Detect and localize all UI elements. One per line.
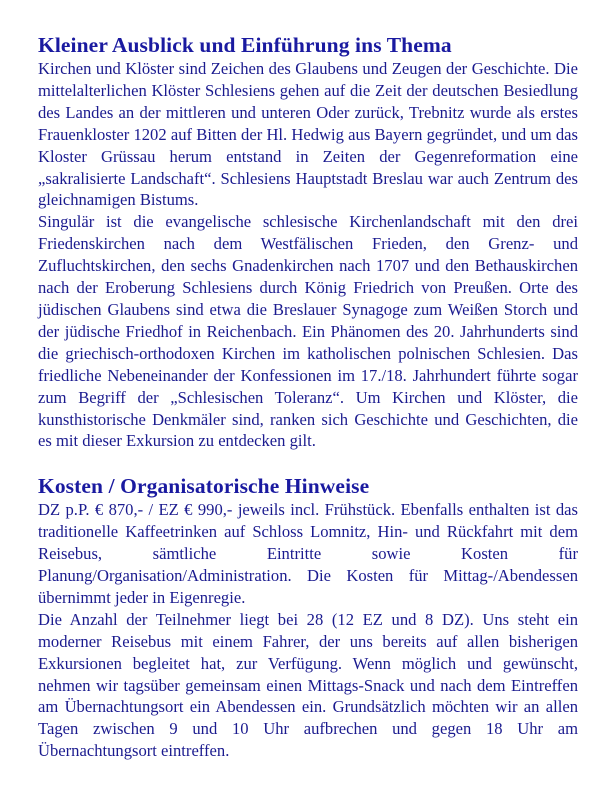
intro-paragraph-2: Singulär ist die evangelische schlesische Kirchenlandschaft mit den drei Friedenskirchen nach dem Westfälischen Frieden, den Grenz- und Zufluchtskirchen, den sechs Gnadenkirchen nach 1707 und den Bethauskirchen nach der Eroberung Schlesiens durch König Friedrich von Preußen. Orte des jüdischen Glaubens sind etwa die Breslauer Synagoge zum Weißen Storch und der jüdische Friedhof in Reichenbach. Ein Phänomen des 20. Jahrhunderts sind die griechisch-orthodoxen Kirchen im katholischen polnischen Schlesien. Das friedliche Nebeneinander der Konfessionen im 17./18. Jahrhundert führte sogar zum Begriff der „Schlesischen Toleranz“. Um Kirchen und Klöster, die kunsthistorische Denkmäler sind, ranken sich Geschichte und Geschichten, die es mit dieser Exkursion zu entdecken gilt. bbox=[38, 212, 578, 451]
intro-paragraph-1: Kirchen und Klöster sind Zeichen des Glaubens und Zeugen der Geschichte. Die mittelalterlichen Klöster Schlesiens gehen auf die Zeit der deutschen Besiedlung des Landes an der mittleren und unteren Oder zurück, Trebnitz wurde als erstes Frauenkloster 1202 auf Bitten der Hl. Hedwig aus Bayern gegründet, und um das Kloster Grüssau herum entstand in Zeiten der Gegenreformation eine „sakralisierte Landschaft“. Schlesiens Hauptstadt Breslau war auch Zentrum des gleichnamigen Bistums. bbox=[38, 59, 578, 210]
section-spacer bbox=[38, 452, 578, 473]
intro-heading: Kleiner Ausblick und Einführung ins Thema bbox=[38, 33, 452, 57]
document-page bbox=[38, 32, 578, 762]
costs-section bbox=[38, 473, 578, 762]
costs-paragraph-2: Die Anzahl der Teilnehmer liegt bei 28 (12 EZ und 8 DZ). Uns steht ein moderner Reisebus mit einem Fahrer, der uns bereits auf allen bisherigen Exkursionen begleitet hat, zur Verfügung. Wenn möglich und gewünscht, nehmen wir tagsüber gemeinsam einen Mittags-Snack und nach dem Eintreffen am Übernachtungsort ein Abendessen ein. Grundsätzlich möchten wir an allen Tagen zwischen 9 und 10 Uhr aufbrechen und gegen 18 Uhr am Übernachtungsort eintreffen. bbox=[38, 609, 578, 761]
costs-paragraph-1: DZ p.P. € 870,- / EZ € 990,- jeweils incl. Frühstück. Ebenfalls enthalten ist das traditionelle Kaffeetrinken auf Schloss Lomnitz, Hin- und Rückfahrt mit dem Reisebus, sämtliche Eintritte sowie Kosten für Planung/Organisation/Administration. Die Kosten für Mittag-/Abendessen übernimmt jeder in Eigenregie. bbox=[38, 500, 578, 607]
intro-section bbox=[38, 32, 578, 452]
costs-heading: Kosten / Organisatorische Hinweise bbox=[38, 474, 370, 499]
